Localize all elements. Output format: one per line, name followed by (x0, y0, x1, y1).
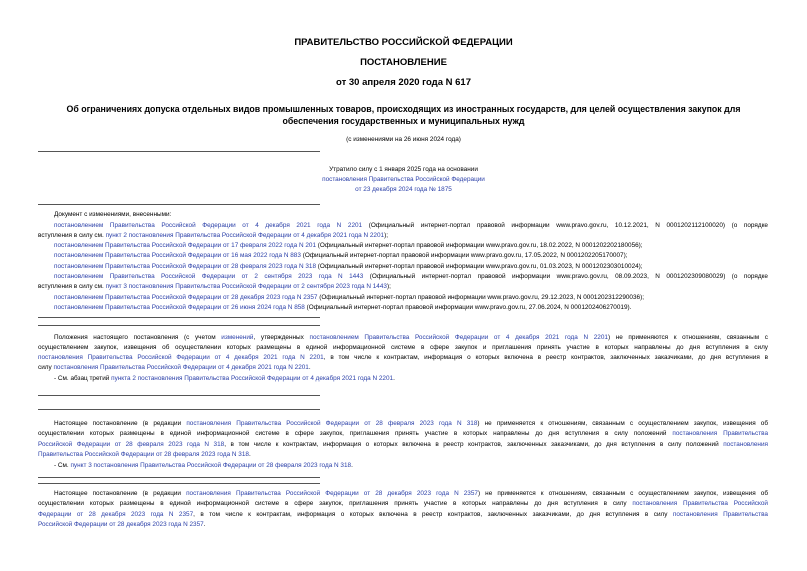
amendment-link[interactable]: постановления Правительства Российской Федерации от 4 декабря 2021 года N 2201 (38, 354, 324, 361)
divider (38, 409, 320, 410)
amendment-item-cont: вступления в силу см. пункт 3 постановления Правительства Российской Федерации от 2 сентября 2023 года N 1443); (38, 283, 391, 290)
amendment-link[interactable]: постановления Правительства Российской Федерации от 4 декабря 2021 года N 2201 (53, 364, 309, 371)
amendment-item: постановлением Правительства Российской Федерации от 28 декабря 2023 года N 2357 (Официальный интернет-портал правовой информации www.pravo.gov.ru, 29.12.2023, N 0001202312290036); (54, 294, 645, 301)
amendment-link[interactable]: постановлением Правительства Российской Федерации от 26 июня 2024 года N 858 (54, 304, 305, 311)
divider (38, 325, 320, 326)
doc-type: ПОСТАНОВЛЕНИЕ (360, 57, 447, 68)
amendment-link[interactable]: постановления Правительства Российской Федерации от 28 февраля 2023 года N 318 (186, 420, 478, 427)
amendments-intro: Документ с изменениями, внесенными: (54, 211, 172, 218)
note3-line: осуществлении которых размещены в единой информационной системе в сфере закупок, приглашения принять участие в которых направлены до дня вступления в силу постановления Правительства Российской (38, 500, 768, 507)
note1-line: силу постановления Правительства Российской Федерации от 4 декабря 2021 года N 2201. (38, 364, 311, 371)
amendment-link[interactable]: Российской Федерации от 28 февраля 2023 года N 318 (38, 441, 225, 448)
note2-line: Настоящее постановление (в редакции постановления Правительства Российской Федерации от 28 февраля 2023 года N 318) не применяется к отношениям, связанным с осуществлением закупок, извещения об (54, 420, 768, 427)
divider (38, 477, 320, 478)
amendment-item: постановлением Правительства Российской Федерации от 26 июня 2024 года N 858 (Официальный интернет-портал правовой информации www.pravo.gov.ru, 27.06.2024, N 0001202406270019). (54, 304, 632, 311)
doc-title-line2: обеспечения государственных и муниципальных нужд (282, 116, 525, 126)
amendment-link[interactable]: постановления (723, 441, 768, 448)
note2-line: Правительства Российской Федерации от 28 февраля 2023 года N 318. (38, 451, 251, 458)
amendment-item: постановлением Правительства Российской Федерации от 16 мая 2022 года N 883 (Официальный интернет-портал правовой информации www.pravo.gov.ru, 17.05.2022, N 0001202205170007); (54, 252, 628, 259)
amendment-link[interactable]: постановления Правительства Российской Федерации от 28 декабря 2023 года N 2357 (186, 490, 478, 497)
amendment-link[interactable]: изменений (221, 334, 254, 341)
amendment-link[interactable]: пункта 2 постановления Правительства Российской Федерации от 4 декабря 2021 года N 2201 (111, 375, 394, 382)
note2-line: осуществлении которых размещены в единой информационной системе в сфере закупок, приглашения принять участие в которых направлены до дня вступления в силу положений постановления Правительства (38, 430, 768, 437)
divider (38, 317, 320, 318)
amendment-item: постановлением Правительства Российской Федерации от 4 декабря 2021 года N 2201 (Официальный интернет-портал правовой информации www.pravo.gov.ru, 10.12.2021, N 0001202112100020) (о порядке (54, 222, 768, 229)
amendment-link[interactable]: Российской Федерации от 28 декабря 2023 года N 2357 (38, 521, 204, 528)
amendment-link[interactable]: пункт 3 постановления Правительства Российской Федерации от 28 февраля 2023 года N 318 (70, 462, 352, 469)
amendment-link[interactable]: Федерации от 28 декабря 2023 года N 2357 (38, 511, 194, 518)
government-title: ПРАВИТЕЛЬСТВО РОССИЙСКОЙ ФЕДЕРАЦИИ (294, 37, 513, 48)
note2-see-also: - См. пункт 3 постановления Правительства Российской Федерации от 28 февраля 2023 года N 318. (54, 462, 353, 469)
amendment-link[interactable]: постановлением Правительства Российской Федерации от 17 февраля 2022 года N 201 (54, 242, 317, 249)
amendment-item: постановлением Правительства Российской Федерации от 2 сентября 2023 года N 1443 (Официальный интернет-портал правовой информации www.pravo.gov.ru, 08.09.2023, N 0001202309080029) (о порядке (54, 273, 768, 280)
note2-line: Российской Федерации от 28 февраля 2023 года N 318, в том числе к контрактам, информация о которых включена в реестр контрактов, заключенных заказчиками, до дня вступления в силу положений постановления (38, 441, 768, 448)
amendment-item-cont: вступления в силу см. пункт 2 постановления Правительства Российской Федерации от 4 декабря 2021 года N 2201); (38, 232, 388, 239)
void-notice-link-date[interactable]: от 23 декабря 2024 года № 1875 (355, 186, 452, 193)
revision-note: (с изменениями на 26 июня 2024 года) (346, 136, 461, 143)
amendment-link[interactable]: постановления Правительства (672, 430, 768, 437)
note1-line: постановления Правительства Российской Федерации от 4 декабря 2021 года N 2201, в том числе к контрактам, информация о которых включена в реестр контрактов, заключенных заказчиками, до дня вступления в (38, 354, 768, 361)
amendment-item: постановлением Правительства Российской Федерации от 17 февраля 2022 года N 201 (Официальный интернет-портал правовой информации www.pravo.gov.ru, 18.02.2022, N 0001202202180056); (54, 242, 643, 249)
note1-line: Положения настоящего постановления (с учетом изменений, утвержденных постановлением Правительства Российской Федерации от 4 декабря 2021 года N 2201) не применяются к отношениям, связанным с (54, 334, 768, 341)
note3-line: Настоящее постановление (в редакции постановления Правительства Российской Федерации от 28 декабря 2023 года N 2357) не применяется к отношениям, связанным с осуществлением закупок, извещения об (54, 490, 768, 497)
amendment-link[interactable]: пункт 3 постановления Правительства Российской Федерации от 2 сентября 2023 года N 1443 (105, 283, 387, 290)
amendment-link[interactable]: Правительства Российской Федерации от 28 февраля 2023 года N 318 (38, 451, 249, 458)
amendment-link[interactable]: постановлением Правительства Российской Федерации от 28 февраля 2023 года N 318 (54, 263, 317, 270)
amendment-item: постановлением Правительства Российской Федерации от 28 февраля 2023 года N 318 (Официальный интернет-портал правовой информации www.pravo.gov.ru, 01.03.2023, N 0001202303010024); (54, 263, 643, 270)
divider (38, 204, 320, 205)
amendment-link[interactable]: постановлением Правительства Российской Федерации от 16 мая 2022 года N 883 (54, 252, 301, 259)
void-notice-text: Утратило силу с 1 января 2025 года на основании (329, 166, 478, 173)
divider (38, 395, 320, 396)
divider (38, 483, 320, 484)
amendment-link[interactable]: пункт 2 постановления Правительства Российской Федерации от 4 декабря 2021 года N 2201 (105, 232, 385, 239)
amendment-link[interactable]: постановления Правительства Российской (632, 500, 768, 507)
amendment-link[interactable]: постановлением Правительства Российской Федерации от 2 сентября 2023 года N 1443 (54, 273, 364, 280)
note3-line: Российской Федерации от 28 декабря 2023 года N 2357. (38, 521, 206, 528)
note3-line: Федерации от 28 декабря 2023 года N 2357, в том числе к контрактам, информация о которых включена в реестр контрактов, заключенных заказчиками, до дня вступления в силу постановления Правительства (38, 511, 768, 518)
void-notice-link[interactable]: постановления Правительства Российской Федерации (322, 176, 485, 183)
doc-title-line1: Об ограничениях допуска отдельных видов промышленных товаров, происходящих из иностранных государств, для целей осуществления закупок для (66, 104, 741, 114)
note1-see-also: - См. абзац третий пункта 2 постановления Правительства Российской Федерации от 4 декабря 2021 года N 2201. (54, 375, 395, 382)
amendment-link[interactable]: постановления Правительства (672, 511, 768, 518)
amendment-link[interactable]: постановлением Правительства Российской Федерации от 4 декабря 2021 года N 2201 (54, 222, 363, 229)
divider (38, 151, 320, 152)
doc-date-number: от 30 апреля 2020 года N 617 (336, 77, 471, 88)
amendment-link[interactable]: постановлением Правительства Российской Федерации от 4 декабря 2021 года N 2201 (309, 334, 608, 341)
note1-line: осуществлением закупок, извещения об осуществлении которых размещены в единой информационной системе в сфере закупок и приглашения принять участие в которых направлены до дня вступления в силу (38, 344, 768, 351)
amendment-link[interactable]: постановлением Правительства Российской Федерации от 28 декабря 2023 года N 2357 (54, 294, 318, 301)
